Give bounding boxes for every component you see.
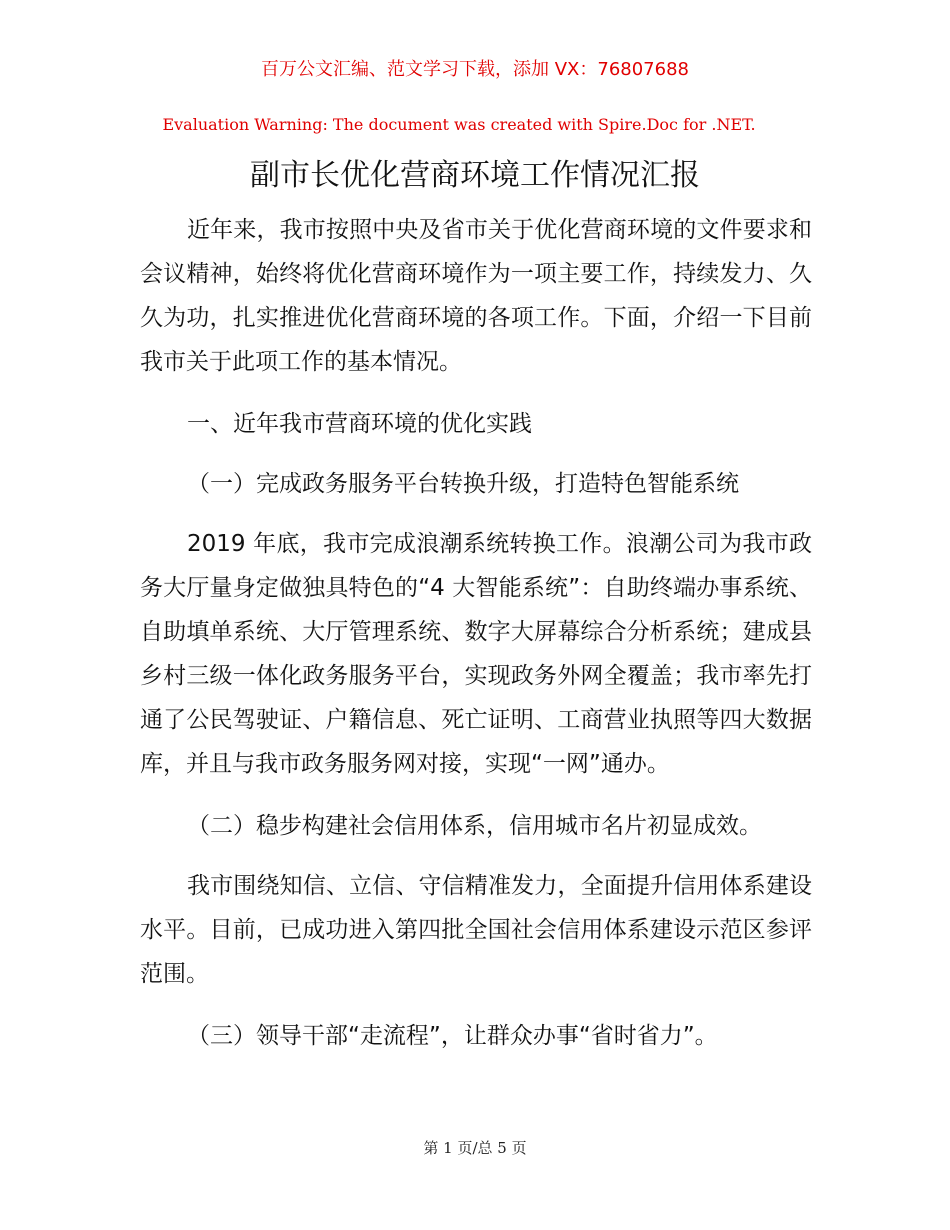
subsection-heading-3: （三）领导干部“走流程”，让群众办事“省时省力”。 — [187, 1023, 718, 1049]
promo-banner: 百万公文汇编、范文学习下载，添加 VX：76807688 — [261, 59, 689, 80]
subsection-heading-1: （一）完成政务服务平台转换升级，打造特色智能系统 — [187, 471, 739, 497]
document-title: 副市长优化营商环境工作情况汇报 — [250, 158, 700, 193]
section-heading-1: 一、近年我市营商环境的优化实践 — [187, 411, 532, 437]
paragraph-credit: 我市围绕知信、立信、守信精准发力，全面提升信用体系建设水平。目前，已成功进入第四批全国社会信用体系建设示范区参评范围。 — [140, 873, 812, 987]
paragraph-intro: 近年来，我市按照中央及省市关于优化营商环境的文件要求和会议精神，始终将优化营商环境作为一项主要工作，持续发力、久久为功，扎实推进优化营商环境的各项工作。下面，介绍一下目前我市关于此项工作的基本情况。 — [140, 217, 812, 375]
document-body — [140, 208, 812, 1074]
page-number: 第 1 页/总 5 页 — [423, 1139, 527, 1157]
subsection-heading-2: （二）稳步构建社会信用体系，信用城市名片初显成效。 — [187, 813, 762, 839]
paragraph-platform: 2019 年底，我市完成浪潮系统转换工作。浪潮公司为我市政务大厅量身定做独具特色的“4 大智能系统”：自助终端办事系统、自助填单系统、大厅管理系统、数字大屏幕综合分析系统；建成县乡村三级一体化政务服务平台，实现政务外网全覆盖；我市率先打通了公民驾驶证、户籍信息、死亡证明、工商营业执照等四大数据库，并且与我市政务服务网对接，实现“一网”通办。 — [140, 531, 812, 777]
evaluation-warning: Evaluation Warning: The document was created with Spire.Doc for .NET. — [162, 115, 756, 134]
